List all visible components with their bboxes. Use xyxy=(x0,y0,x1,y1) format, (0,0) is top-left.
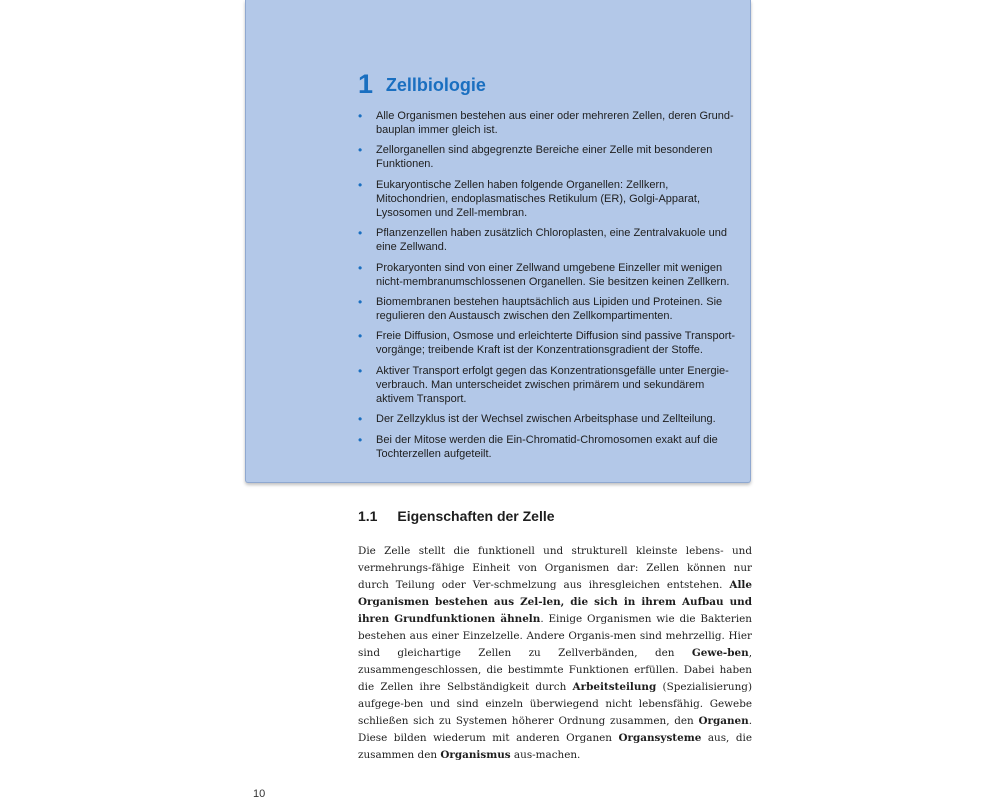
bullet-dot-icon: • xyxy=(358,143,363,158)
bold-term: Gewe-ben xyxy=(691,647,749,659)
summary-bullet-text: Biomembranen bestehen hauptsächlich aus Lipiden und Proteinen. Sie regulieren den Austausch zwischen den Zellkompartimenten. xyxy=(376,295,723,322)
bold-term: Arbeitsteilung xyxy=(572,681,657,693)
summary-bullet-text: Zellorganellen sind abgegrenzte Bereiche einer Zelle mit besonderen Funktionen. xyxy=(376,144,713,171)
chapter-number: 1 xyxy=(358,69,374,99)
paragraph-text: (Spezialisierung) aufgege-ben und sind einzeln überwiegend nicht lebensfähig. Gewebe schließen sich zu Systemen höherer Ordnung zusammen, den xyxy=(358,681,753,727)
paragraph-text: Die Zelle stellt die funktionell und strukturell kleinste lebens- und vermehrungs-fähige Einheit von Organismen dar: Zellen können nur durch Teilung oder Ver-schmelzung aus ihresgleichen entstehen. xyxy=(358,545,752,591)
chapter-summary-box xyxy=(245,0,751,483)
summary-bullet-text: Alle Organismen bestehen aus einer oder mehreren Zellen, deren Grund-bauplan immer gleich ist. xyxy=(376,110,734,136)
bullet-dot-icon: • xyxy=(358,329,363,344)
summary-bullet-item xyxy=(358,261,738,289)
summary-bullet-list xyxy=(358,109,738,467)
summary-bullet-text: Pflanzenzellen haben zusätzlich Chloroplasten, eine Zentralvakuole und eine Zellwand. xyxy=(376,227,728,254)
paragraph-text: . Einige Organismen wie die Bakterien bestehen aus einer Einzelzelle. Andere Organis-men sind mehrzellig. Hier sind gleichartige Zellen zu Zellverbänden, den xyxy=(358,613,752,659)
page-number: 10 xyxy=(253,788,266,800)
section-paragraph xyxy=(358,543,752,764)
summary-bullet-item xyxy=(358,433,738,461)
bold-term: Organsysteme xyxy=(618,732,702,744)
summary-bullet-item xyxy=(358,412,738,426)
section-number: 1.1 xyxy=(358,508,378,524)
bullet-dot-icon: • xyxy=(358,363,363,378)
paragraph-text: aus-machen. xyxy=(510,749,581,761)
paragraph-text: aus, die zusammen den xyxy=(358,732,752,761)
summary-bullet-item xyxy=(358,364,738,406)
section-heading xyxy=(358,508,555,524)
bullet-dot-icon: • xyxy=(358,432,363,447)
summary-bullet-text: Freie Diffusion, Osmose und erleichterte Diffusion sind passive Transport-vorgänge; treibende Kraft ist der Konzentrationsgradient der Stoffe. xyxy=(376,330,736,357)
summary-bullet-text: Der Zellzyklus ist der Wechsel zwischen Arbeitsphase und Zellteilung. xyxy=(376,413,716,426)
bullet-dot-icon: • xyxy=(358,177,363,192)
summary-bullet-item xyxy=(358,226,738,254)
summary-bullet-text: Prokaryonten sind von einer Zellwand umgebene Einzeller mit wenigen nicht-membranumschlossenen Organellen. Sie besitzen keinen Zellkern. xyxy=(376,261,730,288)
summary-bullet-text: Eukaryontische Zellen haben folgende Organellen: Zellkern, Mitochondrien, endoplasmatisches Retikulum (ER), Golgi-Apparat, Lysosomen und Zell-membran. xyxy=(376,178,701,219)
bullet-dot-icon: • xyxy=(358,294,363,309)
summary-bullet-item xyxy=(358,295,738,323)
summary-bullet-item xyxy=(358,109,738,137)
paragraph-text: , zusammengeschlossen, die bestimmte Funktionen erfüllen. Dabei haben die Zellen ihre Selbständigkeit durch xyxy=(358,647,752,693)
summary-bullet-item xyxy=(358,178,738,220)
bold-term: Alle Organismen bestehen aus Zel-len, die sich in ihrem Aufbau und ihren Grundfunktionen ähneln xyxy=(358,579,752,625)
bullet-dot-icon: • xyxy=(358,109,363,123)
bullet-dot-icon: • xyxy=(358,226,363,241)
bold-term: Organen xyxy=(698,715,749,727)
summary-bullet-text: Aktiver Transport erfolgt gegen das Konzentrationsgefälle unter Energie-verbrauch. Man unterscheidet zwischen primärem und sekundärem aktivem Transport. xyxy=(376,364,729,405)
bold-term: Organismus xyxy=(440,749,511,761)
bullet-dot-icon: • xyxy=(358,260,363,275)
summary-bullet-item xyxy=(358,329,738,357)
summary-bullet-item xyxy=(358,143,738,171)
summary-bullet-text: Bei der Mitose werden die Ein-Chromatid-Chromosomen exakt auf die Tochterzellen aufgeteilt. xyxy=(376,433,718,460)
chapter-title-text: Zellbiologie xyxy=(385,75,486,95)
paragraph-text: . Diese bilden wiederum mit anderen Organen xyxy=(358,715,752,744)
section-title: Eigenschaften der Zelle xyxy=(397,508,555,524)
chapter-title xyxy=(358,62,486,100)
bullet-dot-icon: • xyxy=(358,412,363,427)
